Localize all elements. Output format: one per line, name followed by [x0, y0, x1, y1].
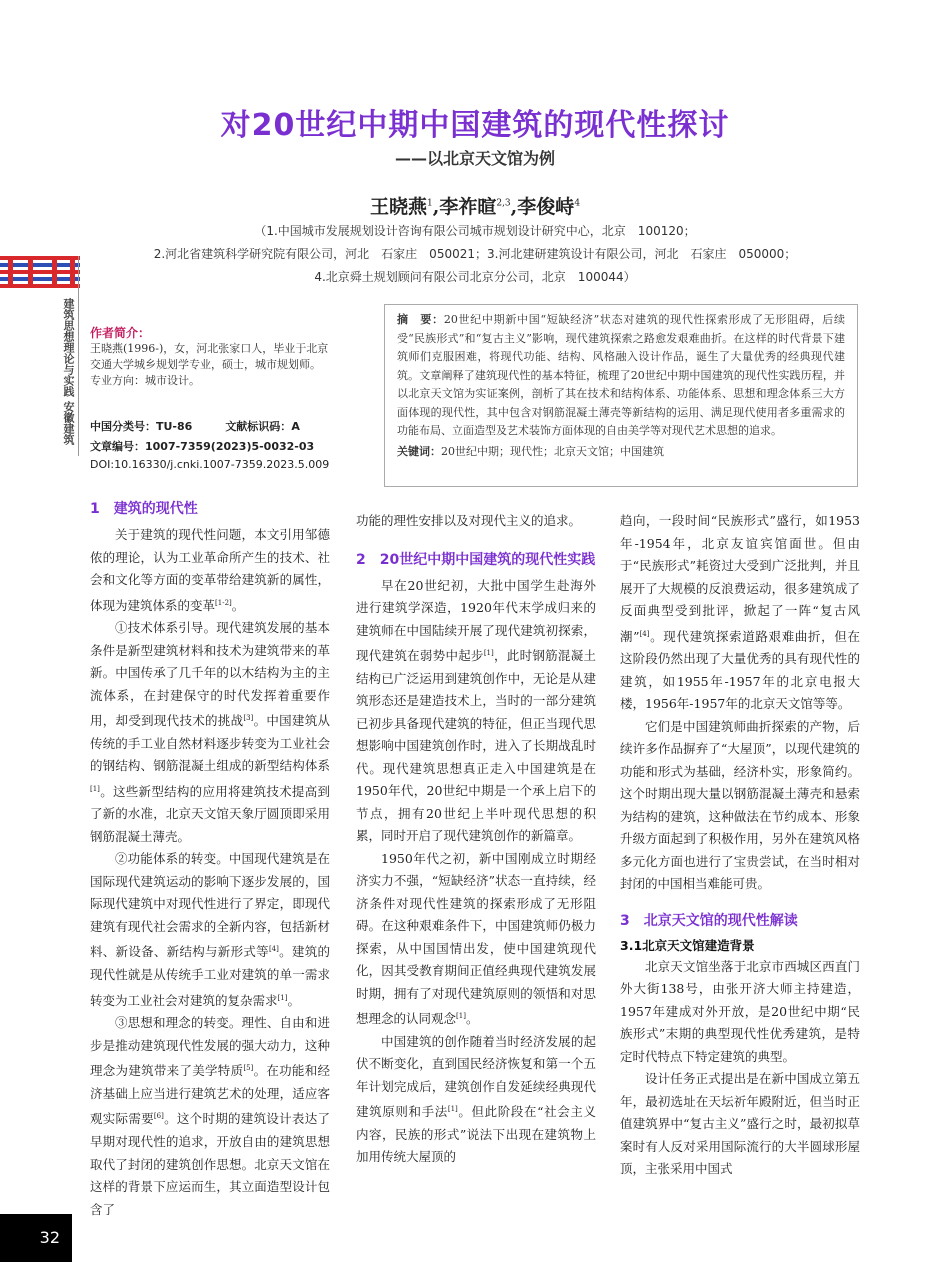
body-paragraph: 趋向，一段时间“民族形式”盛行，如1953年-1954年，北京友谊宾馆面世。但由于“民族形式”耗资过大受到广泛批判，并且展开了大规模的反浪费运动，很多建筑成了反面典型受到批评，掀起了一阵“复古风潮”[4]。现代建筑探索道路艰难曲折，但在这阶段仍然出现了大量优秀的具有现代性的建筑，如1955年-1957年的北京电报大楼，1956年-1957年的北京天文馆等等。	[620, 513, 860, 712]
affiliation-line: 2.河北省建筑科学研究院有限公司，河北 石家庄 050021；3.河北建研建筑设计有限公司，河北 石家庄 050000；	[153, 247, 797, 261]
author-separator: ,	[510, 196, 518, 218]
body-paragraph: 1950年代之初，新中国刚成立时期经济实力不强，“短缺经济”状态一直持续，经济条件对现代性建筑的探索形成了无形阻碍。在这种艰难条件下，中国建筑师仍极力探索，从中国国情出发，使中国建筑现代化，因其受教育期间正值经典现代建筑发展时期，拥有了对现代建筑原则的领悟和对思想理念的认同观念[1]。	[356, 850, 596, 1027]
article-title: 对20世纪中期中国建筑的现代性探讨	[220, 108, 730, 143]
subsection-heading-3-1: 3.1北京天文馆建造背景	[620, 937, 755, 953]
affiliation-line: （1.中国城市发展规划设计咨询有限公司城市规划设计研究中心，北京 100120；	[254, 224, 696, 238]
section-heading-1: 1 建筑的现代性	[90, 501, 198, 517]
body-column-2	[356, 510, 596, 1270]
body-paragraph: ③思想和理念的转变。理性、自由和进步是推动建筑现代性发展的强大动力，这种理念为建筑带来了美学特质[5]。在功能和经济基础上应当进行建筑艺术的处理，适应客观实际需要[6]。这个时期的建筑设计表达了早期对现代性的追求，开放自由的建筑思想取代了封闭的建筑创作思想。北京天文馆在这样的背景下应运而生，其立面造型设计包含了	[90, 1015, 330, 1217]
citation: [1]	[456, 1012, 466, 1021]
affiliation-line: 4.北京舜土规划顾问有限公司北京分公司，北京 100044）	[314, 270, 636, 284]
citation: [1]	[447, 1105, 458, 1114]
abstract-label: 摘 要：	[397, 313, 444, 326]
section-heading-2: 2 20世纪中期中国建筑的现代性实践	[356, 551, 596, 568]
citation: [4]	[639, 629, 650, 638]
citation: [5]	[243, 1064, 254, 1073]
citation: [1]	[277, 993, 288, 1002]
author-name: 李祚暄	[439, 196, 497, 218]
section-heading-3: 3 北京天文馆的现代性解读	[620, 912, 798, 929]
clc-label: 中国分类号：	[90, 420, 156, 433]
doc-code-value: A	[291, 420, 300, 433]
classification-line	[90, 418, 300, 434]
article-subtitle: ——以北京天文馆为例	[394, 149, 555, 168]
citation: [1-2]	[215, 598, 232, 607]
author-intro-body: 王晓燕(1996-)，女，河北张家口人，毕业于北京交通大学城乡规划学专业，硕士，城市规划师。专业方向：城市设计。	[90, 342, 329, 387]
author-affil-mark: 1	[426, 198, 433, 209]
section-vertical-label: 建筑思想理论与实践 安徽建筑	[62, 298, 75, 445]
author-intro-title: 作者简介：	[90, 326, 151, 340]
citation: [6]	[153, 1112, 164, 1121]
keywords-text: 20世纪中期；现代性；北京天文馆；中国建筑	[441, 444, 664, 458]
article-no-value: 1007-7359(2023)5-0032-03	[145, 440, 315, 453]
body-paragraph: 中国建筑的创作随着当时经济发展的起伏不断变化，直到国民经济恢复和第一个五年计划完成后，建筑创作自发延续经典现代建筑原则和手法[1]。但此阶段在“社会主义内容，民族的形式”说法下出现在建筑物上加用传统大屋顶的	[356, 1033, 596, 1165]
article-no-label: 文章编号：	[90, 440, 145, 453]
sidebar-divider	[78, 256, 79, 456]
keywords-line	[397, 443, 845, 462]
body-column-1	[90, 494, 330, 1254]
body-paragraph: ②功能体系的转变。中国现代建筑是在国际现代建筑运动的影响下逐步发展的，国际现代建筑中对现代性进行了界定，即现代建筑有现代社会需求的全新内容，包括新材料、新设备、新结构与新形式等[4]。建筑的现代性就是从传统手工业对建筑的单一需求转变为工业社会对建筑的复杂需求[1]。	[90, 851, 330, 1008]
doc-code-label: 文献标识码：	[225, 420, 292, 433]
abstract-box	[384, 304, 858, 487]
journal-stripes-icon	[0, 256, 80, 290]
author-separator: ,	[432, 196, 440, 218]
author-affil-mark: 2,3	[496, 198, 511, 209]
body-paragraph: 早在20世纪初，大批中国学生赴海外进行建筑学深造，1920年代末学成归来的建筑师在中国陆续开展了现代建筑初探索，现代建筑在弱势中起步[1]，此时钢筋混凝土结构已广泛运用到建筑创作中，无论是从建筑形态还是建造技术上，当时的一部分建筑已初步具备现代建筑的特征，但正当现代思想影响中国建筑创作时，进入了长期战乱时代。现代建筑思想真正走入中国建筑是在1950年代，20世纪中期是一个承上启下的节点，拥有20世纪上半叶现代思想的积累，同时开启了现代建筑创作的新篇章。	[356, 577, 596, 844]
keywords-label: 关键词：	[397, 444, 441, 458]
article-number-line	[90, 438, 314, 454]
body-column-3	[620, 510, 860, 1270]
page-number: 32	[0, 1214, 72, 1262]
body-paragraph: 关于建筑的现代性问题，本文引用邹德侬的理论，认为工业革命所产生的技术、社会和文化等方面的变革带给建筑新的属性，体现为建筑体系的变革[1-2]。	[90, 527, 330, 613]
citation: [3]	[243, 714, 254, 723]
author-line	[0, 192, 950, 219]
author-affil-mark: 4	[574, 198, 581, 209]
body-paragraph: 设计任务正式提出是在新中国成立第五年，最初选址在天坛祈年殿附近，但当时正值建筑界中“复古主义”盛行之时，最初拟草案时有人反对采用国际流行的大半圆球形屋顶，主张采用中国式	[620, 1071, 860, 1177]
clc-value: TU-86	[156, 420, 193, 433]
abstract-text: 20世纪中期新中国“短缺经济”状态对建筑的现代性探索形成了无形阻碍，后续受“民族形式”和“复古主义”影响，现代建筑探索之路愈发艰难曲折。在这样的时代背景下建筑师们克服困难，将现代功能、结构、风格融入设计作品，诞生了大量优秀的经典现代建筑。文章阐释了建筑现代性的基本特征，梳理了20世纪中期中国建筑的现代性实践历程，并以北京天文馆为实证案例，剖析了其在技术和结构体系、功能体系、思想和理念体系三大方面体现的现代性，其中包含对钢筋混凝土薄壳等新结构的运用、满足现代使用者多重需求的功能布局、立面造型及艺术装饰方面体现的自由美学等对现代艺术思想的追求。	[397, 313, 846, 437]
body-paragraph: ①技术体系引导。现代建筑发展的基本条件是新型建筑材料和技术为建筑带来的革新。中国传承了几千年的以木结构为主的主流体系，在封建保守的时代发挥着重要作用，却受到现代技术的挑战[3]。中国建筑从传统的手工业自然材料逐步转变为工业社会的钢结构、钢筋混凝土组成的新型结构体系[1]。这些新型结构的应用将建筑技术提高到了新的水准，北京天文馆天象厅圆顶即采用钢筋混凝土薄壳。	[90, 620, 330, 844]
body-paragraph: 它们是中国建筑师曲折探索的产物，后续许多作品摒弃了“大屋顶”，以现代建筑的功能和形式为基础，经济朴实，形象简约。这个时期出现大量以钢筋混凝土薄壳和悬索为结构的建筑，这种做法在节约成本、形象升级方面起到了积极作用，另外在建筑风格多元化方面也进行了宝贵尝试，在当时相对封闭的中国相当难能可贵。	[620, 718, 860, 892]
author-name: 王晓燕	[369, 196, 427, 218]
doi: DOI:10.16330/j.cnki.1007-7359.2023.5.009	[90, 458, 330, 471]
body-paragraph: 北京天文馆坐落于北京市西城区西直门外大街138号，由张开济大师主持建造，1957年建成对外开放，是20世纪中期“民族形式”末期的典型现代性优秀建筑，是特定时代特点下特定建筑的典型。	[620, 958, 860, 1064]
citation: [1]	[90, 784, 100, 793]
body-paragraph: 功能的理性安排以及对现代主义的追求。	[356, 513, 582, 528]
author-name: 李俊峙	[517, 196, 575, 218]
citation: [1]	[483, 649, 494, 657]
citation: [4]	[268, 945, 279, 954]
